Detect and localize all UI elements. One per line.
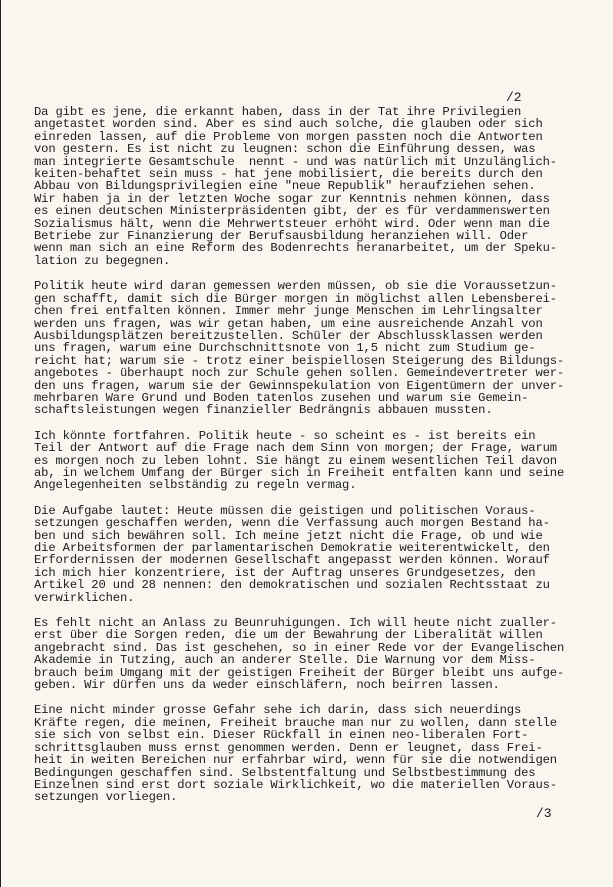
text-line: Sozialismus hält, wenn die Mehrwertsteuer erhöht wird. Oder wenn man die	[34, 216, 550, 231]
paragraph	[34, 704, 606, 803]
text-line: Bedingungen geschaffen sind. Selbstentfaltung und Selbstbestimmung des	[34, 765, 536, 780]
text-line: gen schafft, damit sich die Bürger morgen in möglichst allen Lebensberei-	[34, 291, 557, 306]
text-line: es einen deutschen Ministerpräsidenten gibt, der es für verdammenswerten	[34, 204, 550, 219]
paragraph	[34, 106, 606, 267]
text-line: Politik heute wird daran gemessen werden müssen, ob sie die Voraussetzun-	[34, 279, 557, 294]
text-line: von gestern. Es ist nicht zu leugnen: schon die Einführung dessen, was	[34, 142, 536, 157]
document-body	[34, 106, 606, 817]
text-line: den uns fragen, warum sie der Gewinnspekulation von Eigentümern der unver-	[34, 378, 565, 393]
text-line: schaftsleistungen wegen finanzieller Bedrängnis abbauen mussten.	[34, 403, 493, 418]
text-line: es morgen noch zu leben lohnt. Sie hängt zu einem wesentlichen Teil davon	[34, 453, 557, 468]
text-line: brauch beim Umgang mit der geistigen Freiheit der Bürger bleibt uns aufge-	[34, 665, 565, 680]
text-line: Eine nicht minder grosse Gefahr sehe ich darin, dass sich neuerdings	[34, 703, 522, 718]
paragraph	[34, 280, 606, 416]
text-line: werden uns fragen, was wir getan haben, um eine ausreichende Anzahl von	[34, 316, 543, 331]
text-line: Einzelnen sind erst dort soziale Wirklichkeit, wo die materiellen Voraus-	[34, 777, 557, 792]
text-line: Ich könnte fortfahren. Politik heute - so scheint es - ist bereits ein	[34, 428, 536, 443]
text-line: wenn man sich an eine Reform des Bodenrechts heranarbeitet, um der Speku-	[34, 241, 557, 256]
paragraph	[34, 430, 606, 492]
text-line: Akademie in Tutzing, auch an anderer Stelle. Die Warnung vor dem Miss-	[34, 653, 536, 668]
text-line: Teil der Antwort auf die Frage nach dem Sinn von morgen; der Frage, warum	[34, 441, 557, 456]
text-line: chen frei entfalten können. Immer mehr junge Menschen im Lehrlingsalter	[34, 304, 543, 319]
text-line: lation zu begegnen.	[34, 253, 171, 268]
text-line: ben und sich bewähren soll. Ich meine jetzt nicht die Frage, ob und wie	[34, 528, 543, 543]
text-line: Die Aufgabe lautet: Heute müssen die geistigen und politischen Voraus-	[34, 503, 536, 518]
text-line: erst über die Sorgen reden, die um der Bewahrung der Liberalität willen	[34, 628, 543, 643]
text-line: einreden lassen, auf die Probleme von morgen passten noch die Antworten	[34, 129, 543, 144]
page-number-bottom: /3	[536, 806, 552, 821]
text-line: Wir haben ja in der letzten Woche sogar zur Kenntnis nehmen können, dass	[34, 191, 550, 206]
paragraph	[34, 617, 606, 691]
text-line: Angelegenheiten selbständig zu regeln vermag.	[34, 478, 357, 493]
text-line: setzungen vorliegen.	[34, 790, 178, 805]
text-line: angebotes - überhaupt noch zur Schule gehen sollen. Gemeindevertreter wer-	[34, 366, 565, 381]
text-line: Erfordernissen der modernen Gesellschaft angepasst werden können. Worauf	[34, 553, 550, 568]
text-line: Kräfte regen, die meinen, Freiheit brauche man nur zu wollen, dann stelle	[34, 715, 557, 730]
text-line: Ausbildungsplätzen bereitzustellen. Schüler der Abschlussklassen werden	[34, 328, 543, 343]
text-line: man integrierte Gesamtschule nennt - und was natürlich mit Unzulänglich-	[34, 154, 557, 169]
text-line: schrittsglauben muss ernst genommen werden. Denn er leugnet, dass Frei-	[34, 740, 543, 755]
page-number-top: /2	[506, 90, 522, 105]
text-line: angetastet worden sind. Aber es sind auch solche, die glauben oder sich	[34, 117, 543, 132]
text-line: ab, in welchem Umfang der Bürger sich in Freiheit entfalten kann und seine	[34, 465, 565, 480]
text-line: Artikel 20 und 28 nennen: den demokratischen und sozialen Rechtsstaat zu	[34, 578, 550, 593]
text-line: Betriebe zur Finanzierung der Berufsausbildung heranziehen will. Oder	[34, 229, 529, 244]
text-line: mehrbaren Ware Grund und Boden tatenlos zusehen und warum sie Gemein-	[34, 390, 529, 405]
text-line: die Arbeitsformen der parlamentarischen Demokratie weiterentwickelt, den	[34, 541, 550, 555]
text-line: geben. Wir dürfen uns da weder einschläfern, noch beirren lassen.	[34, 678, 500, 693]
text-line: uns fragen, warum eine Durchschnittsnote von 1,5 nicht zum Studium ge-	[34, 341, 536, 356]
text-line: ich mich hier konzentriere, ist der Auftrag unseres Grundgesetzes, den	[34, 565, 536, 580]
text-line: Es fehlt nicht an Anlass zu Beunruhigungen. Ich will heute nicht zualler-	[34, 616, 557, 631]
text-line: Da gibt es jene, die erkannt haben, dass in der Tat ihre Privilegien	[34, 105, 522, 119]
text-line: reicht hat; warum sie - trotz einer beispiellosen Steigerung des Bildungs-	[34, 353, 565, 368]
text-line: sie sich von selbst ein. Dieser Rückfall in einen neo-liberalen Fort-	[34, 728, 529, 743]
text-line: heit in weiten Bereichen nur erfahrbar wird, wenn für sie die notwendigen	[34, 753, 557, 768]
text-line: Abbau von Bildungsprivilegien eine "neue Republik" heraufziehen sehen.	[34, 179, 536, 194]
text-line: keiten-behaftet sein muss - hat jene mobilisiert, die bereits durch den	[34, 167, 543, 182]
text-line: verwirklichen.	[34, 590, 135, 605]
text-line: angebracht sind. Das ist geschehen, so in einer Rede vor der Evangelischen	[34, 640, 565, 655]
paragraph	[34, 505, 606, 604]
text-line: setzungen geschaffen werden, wenn die Verfassung auch morgen Bestand ha-	[34, 516, 550, 531]
